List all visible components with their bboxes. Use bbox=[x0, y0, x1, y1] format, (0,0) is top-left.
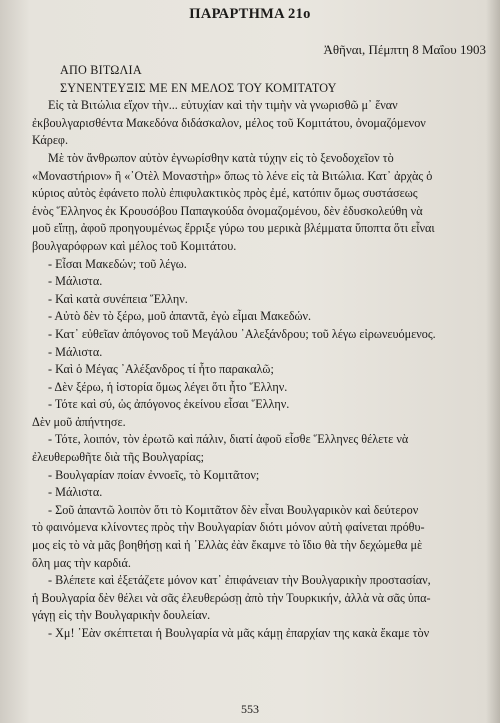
appendix-heading: ΠΑΡΑΡΤΗΜΑ 21ο bbox=[189, 6, 311, 22]
text-line: Κάρεφ. bbox=[32, 133, 69, 148]
dialogue-line: - Αὐτὸ δὲν τὸ ξέρω, μοῦ ἀπαντᾶ, ἐγὼ εἶμαι Μακεδών. bbox=[48, 309, 312, 324]
dateline: Ἀθῆναι, Πέμπτη 8 Μαΐου 1903 bbox=[323, 42, 486, 57]
dialogue-line: - Καὶ ὁ Μέγας ᾽Αλέξανδρος τί ἦτο παρακαλῶ; bbox=[48, 362, 274, 377]
text-line: κύριος αὐτὸς ἐφάνετο πολὺ ἐπιφυλακτικὸς πρὸς ἐμέ, κατόπιν ὅμως συστάσεως bbox=[32, 186, 418, 201]
text-line: ἡ Βουλγαρία δὲν θέλει νὰ σᾶς ἐλευθερώσῃ ἀπὸ τὴν Τουρκικήν, ἀλλὰ νὰ σᾶς ὑπα- bbox=[32, 590, 431, 605]
dialogue-line: - Καὶ κατὰ συνέπεια Ἕλλην. bbox=[48, 291, 188, 306]
dialogue-line: - Μάλιστα. bbox=[48, 485, 103, 500]
text-line: ἐλευθερωθῆτε διὰ τῆς Βουλγαρίας; bbox=[32, 450, 205, 465]
text-line: Εἰς τὰ Βιτώλια εἴχον τὴν... εὐτυχίαν καὶ τὴν τιμὴν νὰ γνωρισθῶ μ᾽ ἕναν bbox=[48, 98, 398, 113]
text-line: βουλγαρόφρων καὶ μέλος τοῦ Κομιτάτου. bbox=[32, 238, 237, 253]
text-line: ἑνὸς Ἕλληνος ἐκ Κρουσόβου Παπαγκούδα ὀνομαζομένου, δὲν ἐδυσκολεύθη νὰ bbox=[32, 203, 423, 218]
section-title: ΣΥΝΕΝΤΕΥΞΙΣ ΜΕ ΕΝ ΜΕΛΟΣ ΤΟΥ ΚΟΜΙΤΑΤΟΥ bbox=[60, 80, 337, 95]
dialogue-line: - Βουλγαρίαν ποίαν ἐννοεῖς, τὸ Κομιτᾶτον; bbox=[48, 467, 260, 482]
text-line: μος εἰς τὸ νὰ μᾶς βοηθήσῃ καὶ ἡ ᾽Ελλὰς ἐὰν ἔκαμνε τὸ ἴδιο θὰ τὴν δεχώμεθα μὲ bbox=[32, 538, 423, 553]
article-body bbox=[32, 62, 490, 643]
dialogue-line: - Μάλιστα. bbox=[48, 274, 103, 289]
text-line: Μὲ τὸν ἄνθρωπον αὐτὸν ἐγνωρίσθην κατὰ τύχην εἰς τὸ ξενοδοχεῖον τὸ bbox=[48, 150, 394, 165]
dialogue-line: - Σοῦ ἀπαντῶ λοιπὸν ὅτι τὸ Κομιτᾶτον δὲν εἶναι Βουλγαρικὸν καὶ δεύτερον bbox=[48, 502, 419, 517]
text-line: γάγῃ εἰς τὴν Βουλγαρικὴν δουλείαν. bbox=[32, 608, 211, 623]
text-line: Δὲν μοῦ ἀπήντησε. bbox=[32, 414, 126, 429]
dialogue-line: - Τότε, λοιπόν, τὸν ἐρωτῶ καὶ πάλιν, διατί ἀφοῦ εἶσθε Ἕλληνες θέλετε νὰ bbox=[48, 432, 409, 447]
dialogue-line: - Κατ᾽ εὐθεῖαν ἀπόγονος τοῦ Μεγάλου ᾽Αλεξάνδρου; τοῦ λέγω εἰρωνευόμενος. bbox=[48, 326, 436, 341]
dialogue-line: - Μάλιστα. bbox=[48, 344, 103, 359]
text-line: «Μοναστήριον» ἢ «᾽Οτὲλ Μοναστὴρ» ὅπως τὸ λένε εἰς τὰ Βιτώλια. Κατ᾽ ἀρχὰς ὁ bbox=[32, 168, 433, 183]
dialogue-line: - Βλέπετε καὶ ἐξετάζετε μόνον κατ᾽ ἐπιφάνειαν τὴν Βουλγαρικὴν προστασίαν, bbox=[48, 573, 431, 588]
section-from: ΑΠΟ ΒΙΤΩΛΙΑ bbox=[60, 63, 142, 77]
text-line: μοῦ εἴπῃ, ἀφοῦ προηγουμένως ἔρριξε γύρω του μερικὰ βλέμματα ὕποπτα ὅτι εἶναι bbox=[32, 221, 435, 236]
text-line: ἐκβουλγαρισθέντα Μακεδόνα διδάσκαλον, μέλος τοῦ Κομιτάτου, ὀνομαζόμενον bbox=[32, 115, 426, 130]
dialogue-line: - Δὲν ξέρω, ἡ ἱστορία ὅμως λέγει ὅτι ἦτο Ἕλλην. bbox=[48, 379, 288, 394]
text-line: ὅλη μας τὴν καρδιά. bbox=[32, 555, 131, 570]
text-line: τὸ φαινόμενα κλίνοντες πρὸς τὴν Βουλγαρίαν διότι μόνον αὐτὴ φαίνεται πρόθυ- bbox=[32, 520, 425, 535]
dialogue-line: - Τότε καὶ σύ, ὡς ἀπόγονος ἐκείνου εἶσαι Ἕλλην. bbox=[48, 397, 290, 412]
dialogue-line: - Χμ! ᾽Εὰν σκέπτεται ἡ Βουλγαρία νὰ μᾶς κάμῃ ἐπαρχίαν της κακὰ ἔκαμε τὸν bbox=[48, 626, 430, 640]
page-number: 553 bbox=[241, 702, 259, 716]
dialogue-line: - Εἶσαι Μακεδών; τοῦ λέγω. bbox=[48, 256, 187, 271]
